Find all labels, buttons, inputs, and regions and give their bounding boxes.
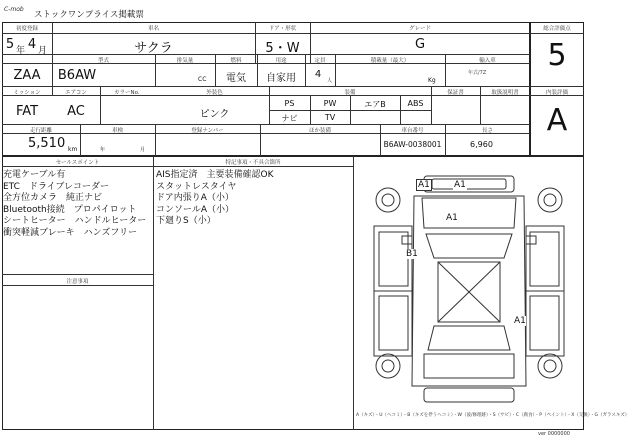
- usage-value: 自家用: [266, 73, 296, 84]
- list-item: ドア内張りA（小）: [156, 193, 234, 203]
- aircon-label: エアコン: [65, 90, 87, 96]
- caution-label: 注意事項: [66, 279, 89, 285]
- type-label: 型式: [97, 58, 109, 64]
- jin-unit: 人: [327, 78, 333, 84]
- list-item: シートヒーター ハンドルヒーター: [3, 216, 147, 226]
- first-reg-year: 5: [5, 37, 15, 52]
- damage-mark: B1: [406, 249, 418, 259]
- list-item: コンソールA（小）: [156, 204, 234, 215]
- version-text: ver 0000000: [538, 431, 570, 437]
- exterior-value: ピンク: [199, 109, 230, 120]
- list-item: スタットレスタイヤ: [156, 181, 237, 192]
- grade-value: G: [414, 37, 426, 52]
- exterior-label: 外装色: [206, 90, 223, 96]
- other-equipment-label: ほか装備: [308, 128, 331, 134]
- inspection-year-unit: 年: [100, 147, 106, 153]
- notes-list: [156, 170, 274, 228]
- interior-label: 内装評価: [545, 90, 568, 96]
- equipment-label: 装備: [344, 90, 356, 96]
- car-name: サクラ: [134, 41, 173, 56]
- load-label: 積載量（最大）: [370, 58, 410, 64]
- interior-score: A: [546, 103, 568, 138]
- list-item: 全方位カメラ 純正ナビ: [3, 193, 103, 203]
- sales-point-list: [3, 170, 146, 239]
- capacity-value: 4: [314, 69, 322, 80]
- aircon-value: AC: [67, 104, 85, 119]
- equip-abs: ABS: [407, 99, 424, 108]
- damage-mark: A1: [418, 180, 430, 190]
- list-item: 充電ケーブル有: [3, 170, 66, 180]
- mileage-value: 5,510: [28, 136, 66, 151]
- capacity-label: 定員: [314, 58, 326, 64]
- cc-unit: CC: [198, 76, 207, 83]
- equip-airbag: エアB: [364, 100, 386, 109]
- car-diagram: [354, 166, 584, 410]
- chassis-label: 車台番号: [401, 128, 424, 134]
- damage-mark: A1: [514, 316, 526, 326]
- list-item: AIS指定済 主要装備確認OK: [156, 170, 274, 180]
- overall-label: 総合評価点: [543, 26, 571, 32]
- color-no-label: カラーNo.: [114, 90, 140, 96]
- equip-navi: ナビ: [281, 114, 298, 123]
- reg-number-label: 登録ナンバー: [191, 128, 224, 134]
- list-item: Bluetooth接続 プロパイロット: [3, 204, 137, 215]
- length-value: 6,960: [470, 140, 493, 149]
- car-name-label: 車名: [147, 26, 159, 32]
- sheet-title: ストックワンプライス掲載票: [34, 10, 144, 20]
- overall-score: 5: [547, 38, 567, 73]
- year-unit: 年: [16, 46, 26, 56]
- mission-value: FAT: [15, 104, 39, 119]
- km-unit: km: [68, 146, 78, 153]
- type-value: B6AW: [57, 68, 97, 83]
- damage-mark: A1: [454, 180, 466, 190]
- import-label: 輸入車: [479, 58, 496, 64]
- inspection-month-unit: 月: [140, 147, 146, 153]
- mission-label: ミッション: [13, 90, 41, 96]
- damage-legend: A（キズ）・U（ヘコミ）・B（キズを伴うヘコミ）・W（波/修理跡）・S（サビ）・C（腐食）・P（ペイント）・X（交換）・G（ガラスキズ）: [356, 413, 629, 418]
- month-unit: 月: [38, 46, 48, 56]
- kg-unit: Kg: [428, 77, 436, 84]
- doors-value: 5・W: [265, 41, 300, 56]
- equip-ps: PS: [284, 99, 295, 108]
- warranty-label: 保証書: [447, 90, 464, 96]
- chassis-value: B6AW-0038001: [383, 140, 442, 149]
- usage-label: 用途: [275, 58, 287, 64]
- mileage-label: 走行距離: [29, 128, 52, 134]
- logo: C-mob: [4, 6, 24, 13]
- first-reg-month: 4: [27, 37, 37, 52]
- sales-point-label: セールスポイント: [55, 160, 100, 166]
- type-prefix: ZAA: [13, 68, 41, 83]
- equip-pw: PW: [323, 99, 337, 108]
- inspection-label: 車検: [111, 128, 123, 134]
- doors-label: ドア・形状: [268, 26, 297, 32]
- displacement-label: 排気量: [176, 58, 194, 64]
- fuel-label: 燃料: [230, 58, 242, 64]
- damage-mark: A1: [446, 213, 458, 223]
- first-reg-label: 初度登録: [15, 26, 38, 32]
- grade-label: グレード: [408, 26, 431, 32]
- length-label: 長さ: [481, 128, 493, 134]
- list-item: 下廻りS（小）: [156, 216, 216, 226]
- list-item: 衝突軽減ブレーキ ハンズフリー: [3, 227, 138, 238]
- list-item: ETC ドライブレコーダー: [3, 181, 110, 192]
- import-sub: 年式/7Z: [468, 70, 487, 76]
- notes-label: 特記事項・不具合箇所: [225, 160, 281, 166]
- equip-tv: TV: [324, 113, 336, 122]
- manual-label: 取扱説明書: [491, 90, 519, 96]
- fuel-value: 電気: [226, 73, 246, 84]
